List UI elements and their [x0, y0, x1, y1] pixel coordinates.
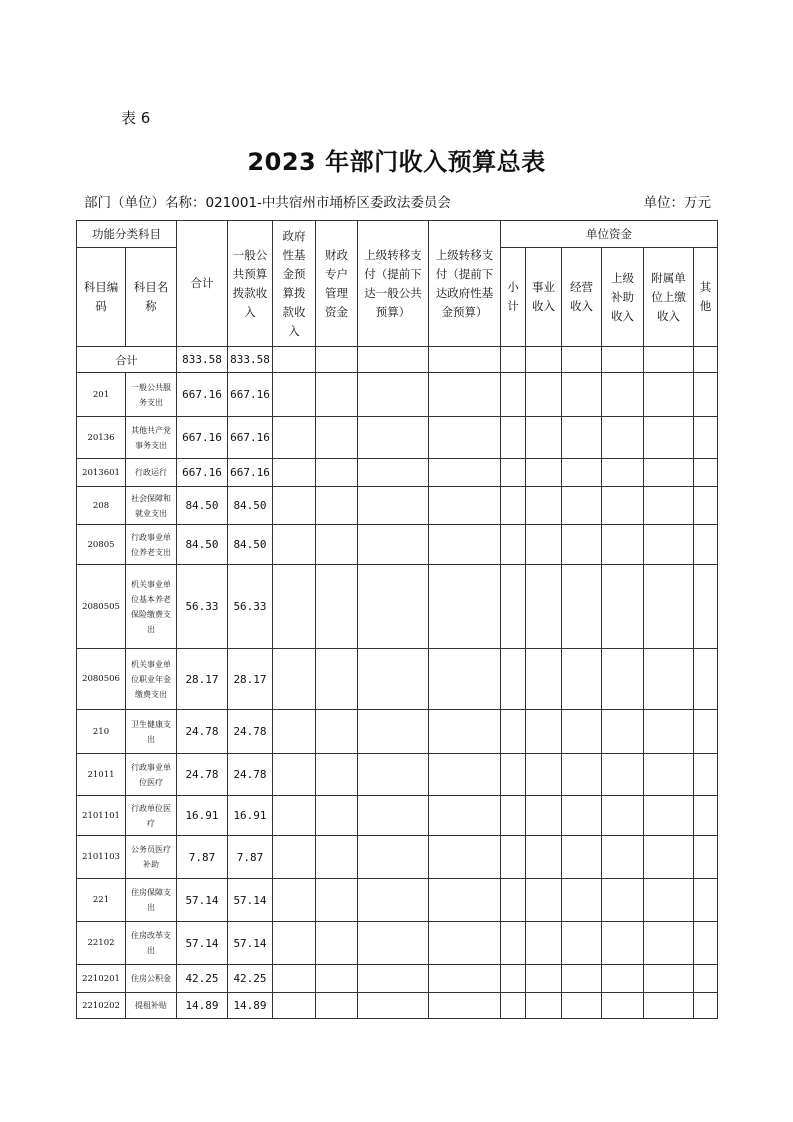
cell-empty	[316, 754, 358, 796]
table-row	[77, 922, 718, 965]
cell-total: 24.78	[177, 710, 228, 754]
cell-empty	[526, 525, 562, 565]
header-affiliate-income: 附属单位上缴收入	[644, 248, 694, 347]
cell-empty	[316, 565, 358, 649]
cell-empty	[644, 796, 694, 836]
cell-empty	[358, 459, 429, 487]
cell-empty	[602, 965, 644, 993]
cell-empty	[694, 459, 718, 487]
cell-empty	[694, 417, 718, 459]
cell-empty	[694, 565, 718, 649]
cell-empty	[429, 565, 501, 649]
table-row	[77, 459, 718, 487]
cell-empty	[644, 373, 694, 417]
cell-general: 56.33	[228, 565, 273, 649]
cell-total: 16.91	[177, 796, 228, 836]
department-name: 部门（单位）名称：021001-中共宿州市埇桥区委政法委员会	[84, 195, 451, 211]
cell-name: 行政事业单位养老支出	[126, 525, 177, 565]
cell-empty	[562, 710, 602, 754]
header-unit-fund: 单位资金	[501, 221, 718, 248]
header-name: 科目名称	[126, 248, 177, 347]
cell-total: 28.17	[177, 649, 228, 710]
cell-empty	[429, 836, 501, 879]
cell-code: 22102	[77, 922, 126, 965]
cell-empty	[602, 417, 644, 459]
cell-empty	[273, 993, 316, 1019]
cell-empty	[694, 649, 718, 710]
cell-general: 667.16	[228, 373, 273, 417]
total-label: 合计	[77, 347, 177, 373]
cell-empty	[602, 754, 644, 796]
cell-total: 833.58	[177, 347, 228, 373]
cell-empty	[501, 879, 526, 922]
cell-empty	[602, 373, 644, 417]
cell-empty	[501, 487, 526, 525]
cell-total: 667.16	[177, 417, 228, 459]
cell-name: 其他共产党事务支出	[126, 417, 177, 459]
cell-empty	[358, 487, 429, 525]
cell-empty	[358, 836, 429, 879]
cell-empty	[644, 487, 694, 525]
cell-empty	[273, 754, 316, 796]
cell-empty	[501, 836, 526, 879]
cell-empty	[644, 459, 694, 487]
cell-empty	[694, 487, 718, 525]
header-func-group: 功能分类科目	[77, 221, 177, 248]
cell-general: 667.16	[228, 417, 273, 459]
cell-empty	[429, 754, 501, 796]
cell-empty	[694, 922, 718, 965]
cell-empty	[694, 965, 718, 993]
cell-empty	[429, 417, 501, 459]
cell-general: 14.89	[228, 993, 273, 1019]
cell-empty	[644, 965, 694, 993]
cell-empty	[273, 836, 316, 879]
cell-general: 24.78	[228, 710, 273, 754]
cell-total: 24.78	[177, 754, 228, 796]
cell-empty	[358, 922, 429, 965]
cell-empty	[562, 754, 602, 796]
cell-empty	[526, 710, 562, 754]
cell-empty	[358, 965, 429, 993]
cell-empty	[501, 417, 526, 459]
cell-empty	[273, 525, 316, 565]
cell-empty	[562, 565, 602, 649]
table-row	[77, 965, 718, 993]
table-row	[77, 525, 718, 565]
cell-code: 20136	[77, 417, 126, 459]
cell-general: 42.25	[228, 965, 273, 993]
cell-name: 住房保障支出	[126, 879, 177, 922]
cell-general: 667.16	[228, 459, 273, 487]
cell-empty	[562, 459, 602, 487]
header-general-budget: 一般公共预算拨款收入	[228, 221, 273, 347]
cell-empty	[602, 649, 644, 710]
cell-empty	[562, 373, 602, 417]
cell-empty	[316, 922, 358, 965]
cell-empty	[602, 922, 644, 965]
cell-name: 行政运行	[126, 459, 177, 487]
cell-empty	[644, 836, 694, 879]
cell-general: 833.58	[228, 347, 273, 373]
cell-empty	[526, 649, 562, 710]
cell-empty	[273, 649, 316, 710]
header-operation-income: 经营收入	[562, 248, 602, 347]
cell-empty	[644, 993, 694, 1019]
cell-empty	[429, 710, 501, 754]
cell-empty	[644, 710, 694, 754]
table-row	[77, 373, 718, 417]
cell-empty	[644, 565, 694, 649]
cell-code: 20805	[77, 525, 126, 565]
cell-code: 208	[77, 487, 126, 525]
cell-empty	[273, 565, 316, 649]
cell-empty	[316, 459, 358, 487]
cell-empty	[694, 796, 718, 836]
cell-empty	[562, 965, 602, 993]
cell-name: 公务员医疗补助	[126, 836, 177, 879]
cell-name: 提租补贴	[126, 993, 177, 1019]
table-row	[77, 836, 718, 879]
header-transfer-general: 上级转移支付（提前下达一般公共预算）	[358, 221, 429, 347]
table-row-total	[77, 347, 718, 373]
cell-general: 57.14	[228, 879, 273, 922]
cell-general: 24.78	[228, 754, 273, 796]
cell-empty	[694, 525, 718, 565]
cell-code: 2101101	[77, 796, 126, 836]
cell-empty	[694, 879, 718, 922]
cell-empty	[358, 993, 429, 1019]
cell-general: 84.50	[228, 487, 273, 525]
cell-general: 28.17	[228, 649, 273, 710]
cell-empty	[358, 879, 429, 922]
cell-empty	[526, 879, 562, 922]
cell-empty	[602, 836, 644, 879]
cell-empty	[501, 710, 526, 754]
cell-empty	[316, 879, 358, 922]
cell-empty	[602, 487, 644, 525]
cell-empty	[501, 649, 526, 710]
cell-empty	[316, 525, 358, 565]
cell-code: 221	[77, 879, 126, 922]
header-transfer-gov-fund: 上级转移支付（提前下达政府性基金预算）	[429, 221, 501, 347]
cell-empty	[316, 993, 358, 1019]
cell-empty	[316, 836, 358, 879]
cell-empty	[526, 993, 562, 1019]
cell-name: 社会保障和就业支出	[126, 487, 177, 525]
cell-empty	[273, 710, 316, 754]
cell-empty	[358, 417, 429, 459]
cell-empty	[316, 710, 358, 754]
cell-empty	[501, 754, 526, 796]
cell-empty	[562, 993, 602, 1019]
cell-code: 2080506	[77, 649, 126, 710]
cell-empty	[602, 993, 644, 1019]
cell-total: 57.14	[177, 879, 228, 922]
cell-empty	[358, 796, 429, 836]
table-row	[77, 754, 718, 796]
cell-empty	[562, 649, 602, 710]
cell-empty	[694, 754, 718, 796]
cell-code: 2101103	[77, 836, 126, 879]
table-row	[77, 710, 718, 754]
cell-empty	[694, 836, 718, 879]
cell-empty	[644, 754, 694, 796]
header-subsidy-income: 上级补助收入	[602, 248, 644, 347]
cell-empty	[602, 459, 644, 487]
cell-total: 56.33	[177, 565, 228, 649]
cell-name: 机关事业单位职业年金缴费支出	[126, 649, 177, 710]
cell-empty	[501, 373, 526, 417]
cell-name: 行政事业单位医疗	[126, 754, 177, 796]
table-row	[77, 565, 718, 649]
cell-general: 84.50	[228, 525, 273, 565]
cell-empty	[316, 417, 358, 459]
cell-empty	[316, 373, 358, 417]
cell-empty	[273, 965, 316, 993]
cell-general: 57.14	[228, 922, 273, 965]
cell-empty	[644, 879, 694, 922]
cell-total: 667.16	[177, 373, 228, 417]
income-budget-table	[76, 220, 718, 1019]
cell-empty	[273, 922, 316, 965]
cell-empty	[501, 525, 526, 565]
cell-general: 7.87	[228, 836, 273, 879]
cell-empty	[602, 565, 644, 649]
cell-total: 84.50	[177, 525, 228, 565]
cell-empty	[526, 565, 562, 649]
cell-empty	[526, 417, 562, 459]
cell-total: 667.16	[177, 459, 228, 487]
cell-empty	[562, 487, 602, 525]
cell-empty	[602, 525, 644, 565]
cell-empty	[429, 796, 501, 836]
cell-empty	[644, 649, 694, 710]
cell-empty	[562, 796, 602, 836]
cell-name: 机关事业单位基本养老保险缴费支出	[126, 565, 177, 649]
cell-empty	[526, 487, 562, 525]
cell-empty	[562, 879, 602, 922]
cell-empty	[316, 796, 358, 836]
header-gov-fund: 政府性基金预算拨款收入	[273, 221, 316, 347]
cell-empty	[273, 459, 316, 487]
table-number-label: 表 6	[121, 109, 151, 127]
cell-empty	[644, 922, 694, 965]
header-fiscal-account: 财政专户管理资金	[316, 221, 358, 347]
cell-general: 16.91	[228, 796, 273, 836]
cell-code: 2080505	[77, 565, 126, 649]
cell-code: 210	[77, 710, 126, 754]
cell-empty	[358, 525, 429, 565]
header-total: 合计	[177, 221, 228, 347]
cell-name: 住房公积金	[126, 965, 177, 993]
cell-empty	[273, 487, 316, 525]
cell-empty	[501, 922, 526, 965]
cell-empty	[429, 993, 501, 1019]
cell-empty	[429, 525, 501, 565]
cell-code: 201	[77, 373, 126, 417]
cell-name: 一般公共服务支出	[126, 373, 177, 417]
cell-empty	[358, 565, 429, 649]
table-row	[77, 417, 718, 459]
cell-empty	[526, 459, 562, 487]
header-subtotal: 小计	[501, 248, 526, 347]
cell-empty	[316, 649, 358, 710]
cell-empty	[429, 879, 501, 922]
page-title: 2023 年部门收入预算总表	[247, 148, 546, 176]
cell-empty	[501, 993, 526, 1019]
cell-empty	[526, 754, 562, 796]
cell-empty	[429, 487, 501, 525]
cell-empty	[602, 796, 644, 836]
cell-empty	[501, 796, 526, 836]
cell-empty	[562, 417, 602, 459]
cell-empty	[358, 754, 429, 796]
cell-empty	[273, 796, 316, 836]
cell-code: 21011	[77, 754, 126, 796]
cell-empty	[526, 965, 562, 993]
header-other: 其他	[694, 248, 718, 347]
cell-empty	[602, 710, 644, 754]
cell-name: 住房改革支出	[126, 922, 177, 965]
cell-total: 42.25	[177, 965, 228, 993]
cell-empty	[429, 965, 501, 993]
cell-empty	[501, 459, 526, 487]
cell-empty	[429, 649, 501, 710]
table-row	[77, 993, 718, 1019]
cell-empty	[501, 565, 526, 649]
cell-code: 2210201	[77, 965, 126, 993]
cell-empty	[526, 836, 562, 879]
cell-empty	[694, 373, 718, 417]
cell-empty	[358, 710, 429, 754]
cell-empty	[694, 993, 718, 1019]
cell-total: 84.50	[177, 487, 228, 525]
cell-empty	[358, 649, 429, 710]
cell-empty	[526, 796, 562, 836]
unit-label: 单位：万元	[643, 195, 711, 211]
cell-empty	[273, 417, 316, 459]
cell-empty	[429, 459, 501, 487]
table-row	[77, 796, 718, 836]
cell-empty	[644, 525, 694, 565]
cell-empty	[562, 836, 602, 879]
cell-empty	[273, 879, 316, 922]
cell-empty	[501, 965, 526, 993]
cell-code: 2210202	[77, 993, 126, 1019]
header-code: 科目编码	[77, 248, 126, 347]
cell-empty	[429, 373, 501, 417]
cell-empty	[562, 525, 602, 565]
cell-empty	[526, 922, 562, 965]
cell-empty	[602, 879, 644, 922]
cell-name: 卫生健康支出	[126, 710, 177, 754]
cell-empty	[316, 487, 358, 525]
cell-total: 57.14	[177, 922, 228, 965]
cell-empty	[358, 373, 429, 417]
cell-total: 7.87	[177, 836, 228, 879]
cell-empty	[273, 373, 316, 417]
table-row	[77, 879, 718, 922]
header-business-income: 事业收入	[526, 248, 562, 347]
table-row	[77, 649, 718, 710]
cell-empty	[429, 922, 501, 965]
cell-empty	[316, 965, 358, 993]
cell-total: 14.89	[177, 993, 228, 1019]
cell-name: 行政单位医疗	[126, 796, 177, 836]
cell-empty	[644, 417, 694, 459]
cell-code: 2013601	[77, 459, 126, 487]
cell-empty	[526, 373, 562, 417]
cell-empty	[562, 922, 602, 965]
table-row	[77, 487, 718, 525]
cell-empty	[694, 710, 718, 754]
